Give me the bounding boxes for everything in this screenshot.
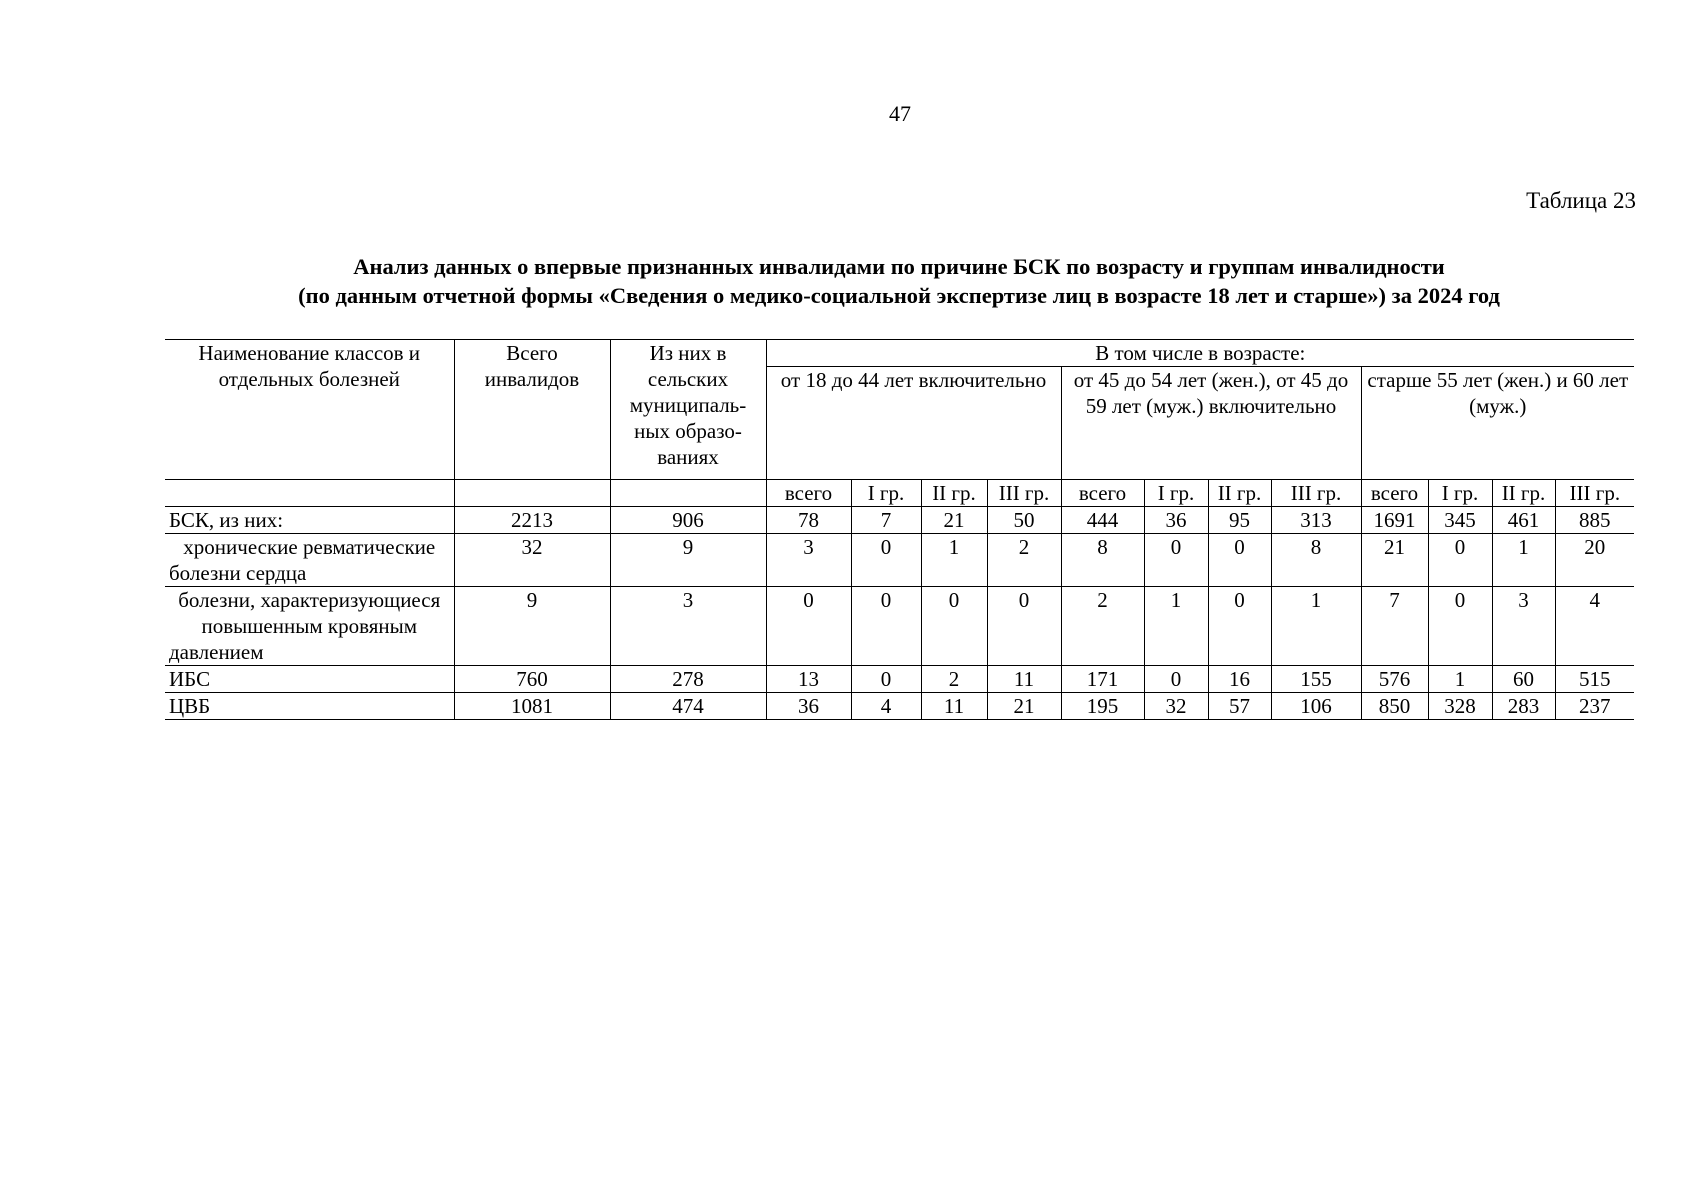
cell-value: 171	[1061, 666, 1144, 693]
cell-value: 20	[1555, 534, 1634, 587]
cell-value: 461	[1492, 507, 1555, 534]
subheader-group-3: III гр.	[1555, 480, 1634, 507]
cell-value: 11	[921, 693, 987, 720]
cell-value: 32	[1144, 693, 1208, 720]
subheader-group-3: III гр.	[1271, 480, 1361, 507]
disability-table	[165, 339, 1634, 720]
header-age-group-1: от 18 до 44 лет включительно	[766, 367, 1061, 480]
cell-value: 1	[1271, 587, 1361, 666]
cell-value: 0	[851, 666, 921, 693]
header-name: Наименование классов и отдельных болезней	[165, 340, 454, 480]
cell-value: 237	[1555, 693, 1634, 720]
header-empty	[610, 480, 766, 507]
cell-rural: 906	[610, 507, 766, 534]
cell-value: 3	[766, 534, 851, 587]
header-age-group-2: от 45 до 54 лет (жен.), от 45 до 59 лет (муж.) включительно	[1061, 367, 1361, 480]
table-label: Таблица 23	[1526, 188, 1636, 213]
subheader-total: всего	[1361, 480, 1428, 507]
cell-value: 0	[1208, 534, 1271, 587]
cell-value: 0	[1144, 666, 1208, 693]
cell-value: 0	[987, 587, 1061, 666]
cell-value: 885	[1555, 507, 1634, 534]
row-name: хронические ревматические болезни сердца	[165, 534, 454, 587]
subheader-group-1: I гр.	[1144, 480, 1208, 507]
cell-value: 283	[1492, 693, 1555, 720]
cell-value: 328	[1428, 693, 1492, 720]
cell-value: 4	[1555, 587, 1634, 666]
header-rural: Из них в сельских муниципаль-ных образо-ваниях	[610, 340, 766, 480]
subheader-group-1: I гр.	[851, 480, 921, 507]
cell-value: 36	[1144, 507, 1208, 534]
cell-value: 3	[1492, 587, 1555, 666]
cell-value: 345	[1428, 507, 1492, 534]
subheader-group-1: I гр.	[1428, 480, 1492, 507]
title-line-1: Анализ данных о впервые признанных инвалидами по причине БСК по возрасту и группам инвалидности	[353, 254, 1445, 279]
cell-value: 0	[851, 534, 921, 587]
cell-total: 1081	[454, 693, 610, 720]
row-name: ЦВБ	[165, 693, 454, 720]
cell-value: 11	[987, 666, 1061, 693]
table-row	[165, 507, 1634, 534]
subheader-total: всего	[1061, 480, 1144, 507]
subheader-group-2: II гр.	[1208, 480, 1271, 507]
table-row	[165, 666, 1634, 693]
cell-value: 195	[1061, 693, 1144, 720]
cell-value: 78	[766, 507, 851, 534]
header-empty	[165, 480, 454, 507]
subheader-group-3: III гр.	[987, 480, 1061, 507]
cell-rural: 278	[610, 666, 766, 693]
cell-value: 2	[1061, 587, 1144, 666]
cell-value: 0	[851, 587, 921, 666]
row-name: БСК, из них:	[165, 507, 454, 534]
cell-value: 13	[766, 666, 851, 693]
cell-value: 60	[1492, 666, 1555, 693]
cell-value: 0	[1428, 534, 1492, 587]
cell-value: 36	[766, 693, 851, 720]
cell-rural: 3	[610, 587, 766, 666]
subheader-group-2: II гр.	[921, 480, 987, 507]
header-by-age: В том числе в возрасте:	[766, 340, 1634, 367]
cell-total: 32	[454, 534, 610, 587]
cell-value: 313	[1271, 507, 1361, 534]
cell-value: 95	[1208, 507, 1271, 534]
table-row	[165, 693, 1634, 720]
row-name: ИБС	[165, 666, 454, 693]
cell-value: 21	[1361, 534, 1428, 587]
cell-value: 1691	[1361, 507, 1428, 534]
cell-total: 760	[454, 666, 610, 693]
cell-value: 444	[1061, 507, 1144, 534]
header-total: Всего инвалидов	[454, 340, 610, 480]
cell-value: 50	[987, 507, 1061, 534]
header-age-group-3: старше 55 лет (жен.) и 60 лет (муж.)	[1361, 367, 1634, 480]
cell-value: 0	[1428, 587, 1492, 666]
header-empty	[454, 480, 610, 507]
cell-total: 2213	[454, 507, 610, 534]
cell-rural: 9	[610, 534, 766, 587]
cell-value: 0	[1144, 534, 1208, 587]
cell-value: 21	[987, 693, 1061, 720]
cell-value: 2	[987, 534, 1061, 587]
cell-value: 57	[1208, 693, 1271, 720]
cell-total: 9	[454, 587, 610, 666]
cell-value: 515	[1555, 666, 1634, 693]
cell-rural: 474	[610, 693, 766, 720]
table-row	[165, 534, 1634, 587]
cell-value: 8	[1061, 534, 1144, 587]
cell-value: 1	[1492, 534, 1555, 587]
table-row	[165, 587, 1634, 666]
cell-value: 0	[1208, 587, 1271, 666]
cell-value: 8	[1271, 534, 1361, 587]
cell-value: 155	[1271, 666, 1361, 693]
table-title	[165, 252, 1633, 310]
cell-value: 7	[851, 507, 921, 534]
cell-value: 7	[1361, 587, 1428, 666]
cell-value: 106	[1271, 693, 1361, 720]
title-line-2: (по данным отчетной формы «Сведения о медико-социальной экспертизе лиц в возрасте 18 лет и старше») за 2024 год	[298, 283, 1500, 308]
row-name: болезни, характеризующиеся повышенным кровяным давлением	[165, 587, 454, 666]
cell-value: 850	[1361, 693, 1428, 720]
cell-value: 21	[921, 507, 987, 534]
subheader-total: всего	[766, 480, 851, 507]
cell-value: 2	[921, 666, 987, 693]
subheader-group-2: II гр.	[1492, 480, 1555, 507]
cell-value: 4	[851, 693, 921, 720]
cell-value: 1	[1428, 666, 1492, 693]
cell-value: 16	[1208, 666, 1271, 693]
cell-value: 1	[921, 534, 987, 587]
cell-value: 0	[921, 587, 987, 666]
page-number: 47	[889, 101, 911, 126]
cell-value: 1	[1144, 587, 1208, 666]
cell-value: 0	[766, 587, 851, 666]
cell-value: 576	[1361, 666, 1428, 693]
